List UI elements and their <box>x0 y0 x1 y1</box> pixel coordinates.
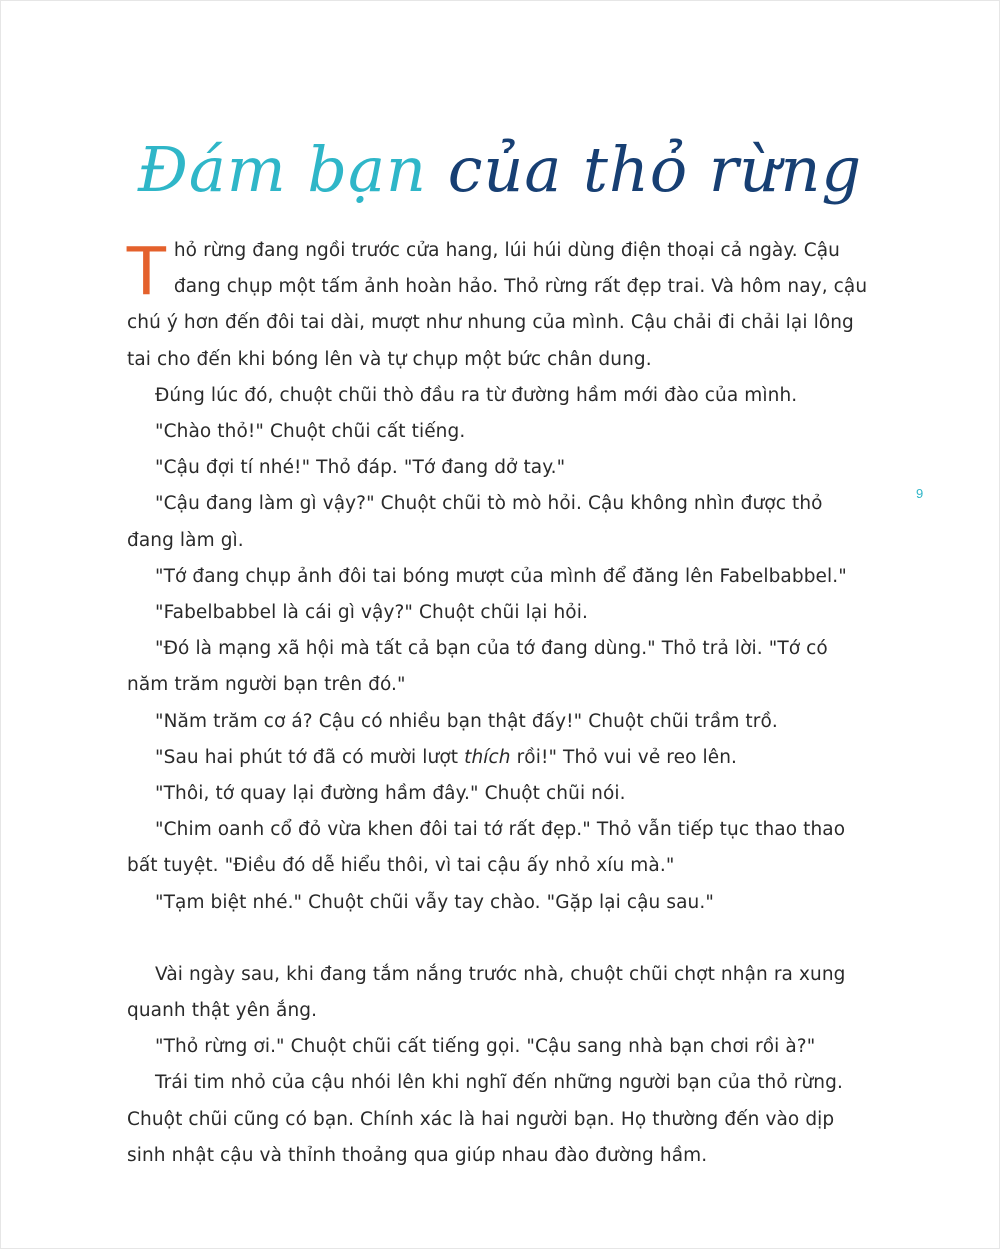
story-title <box>0 130 1000 210</box>
paragraph: "Fabelbabbel là cái gì vậy?" Chuột chũi lại hỏi. <box>155 602 588 624</box>
story-body <box>127 233 870 1174</box>
section-break <box>127 921 870 957</box>
paragraph-text: "Sau hai phút tớ đã có mười lượt <box>155 746 465 768</box>
drop-cap: T <box>125 231 168 309</box>
paragraph: "Đó là mạng xã hội mà tất cả bạn của tớ đang dùng." Thỏ trả lời. "Tớ có năm trăm người bạn trên đó." <box>127 638 828 696</box>
paragraph: "Cậu đang làm gì vậy?" Chuột chũi tò mò hỏi. Cậu không nhìn được thỏ đang làm gì. <box>127 493 823 551</box>
paragraph: "Cậu đợi tí nhé!" Thỏ đáp. "Tớ đang dở tay." <box>155 457 566 479</box>
paragraph: Trái tim nhỏ của cậu nhói lên khi nghĩ đến những người bạn của thỏ rừng. Chuột chũi cũng có bạn. Chính xác là hai người bạn. Họ thường đến vào dịp sinh nhật cậu và thỉnh thoảng qua giúp nhau đào đường hầm. <box>127 1072 843 1166</box>
paragraph: "Tạm biệt nhé." Chuột chũi vẫy tay chào. "Gặp lại cậu sau." <box>155 891 714 913</box>
page-number: 9 <box>916 486 924 501</box>
paragraph: "Năm trăm cơ á? Cậu có nhiều bạn thật đấy!" Chuột chũi trầm trồ. <box>155 710 778 732</box>
emphasis-text: thích <box>464 746 511 768</box>
paragraph <box>127 233 870 378</box>
story-title-part1: Đám bạn <box>137 133 427 206</box>
paragraph: "Thôi, tớ quay lại đường hầm đây." Chuột chũi nói. <box>155 783 626 805</box>
paragraph-text: hỏ rừng đang ngồi trước cửa hang, lúi húi dùng điện thoại cả ngày. Cậu đang chụp một tấm ảnh hoàn hảo. Thỏ rừng rất đẹp trai. Và hôm nay, cậu chú ý hơn đến đôi tai dài, mượt như nhung của mình. Cậu chải đi chải lại lông tai cho đến khi bóng lên và tự chụp một bức chân dung. <box>127 240 868 370</box>
paragraph: "Thỏ rừng ơi." Chuột chũi cất tiếng gọi. "Cậu sang nhà bạn chơi rồi à?" <box>155 1036 816 1058</box>
paragraph: "Chào thỏ!" Chuột chũi cất tiếng. <box>155 421 466 443</box>
story-title-part2: của thỏ rừng <box>447 133 863 206</box>
paragraph-text: rồi!" Thỏ vui vẻ reo lên. <box>510 746 737 768</box>
paragraph: Vài ngày sau, khi đang tắm nắng trước nhà, chuột chũi chợt nhận ra xung quanh thật yên ắng. <box>127 963 846 1022</box>
paragraph: "Chim oanh cổ đỏ vừa khen đôi tai tớ rất đẹp." Thỏ vẫn tiếp tục thao thao bất tuyệt. "Điều đó dễ hiểu thôi, vì tai cậu ấy nhỏ xíu mà." <box>127 819 846 877</box>
paragraph <box>127 740 870 776</box>
paragraph: Đúng lúc đó, chuột chũi thò đầu ra từ đường hầm mới đào của mình. <box>155 384 798 406</box>
paragraph: "Tớ đang chụp ảnh đôi tai bóng mượt của mình để đăng lên Fabelbabbel." <box>155 565 847 587</box>
